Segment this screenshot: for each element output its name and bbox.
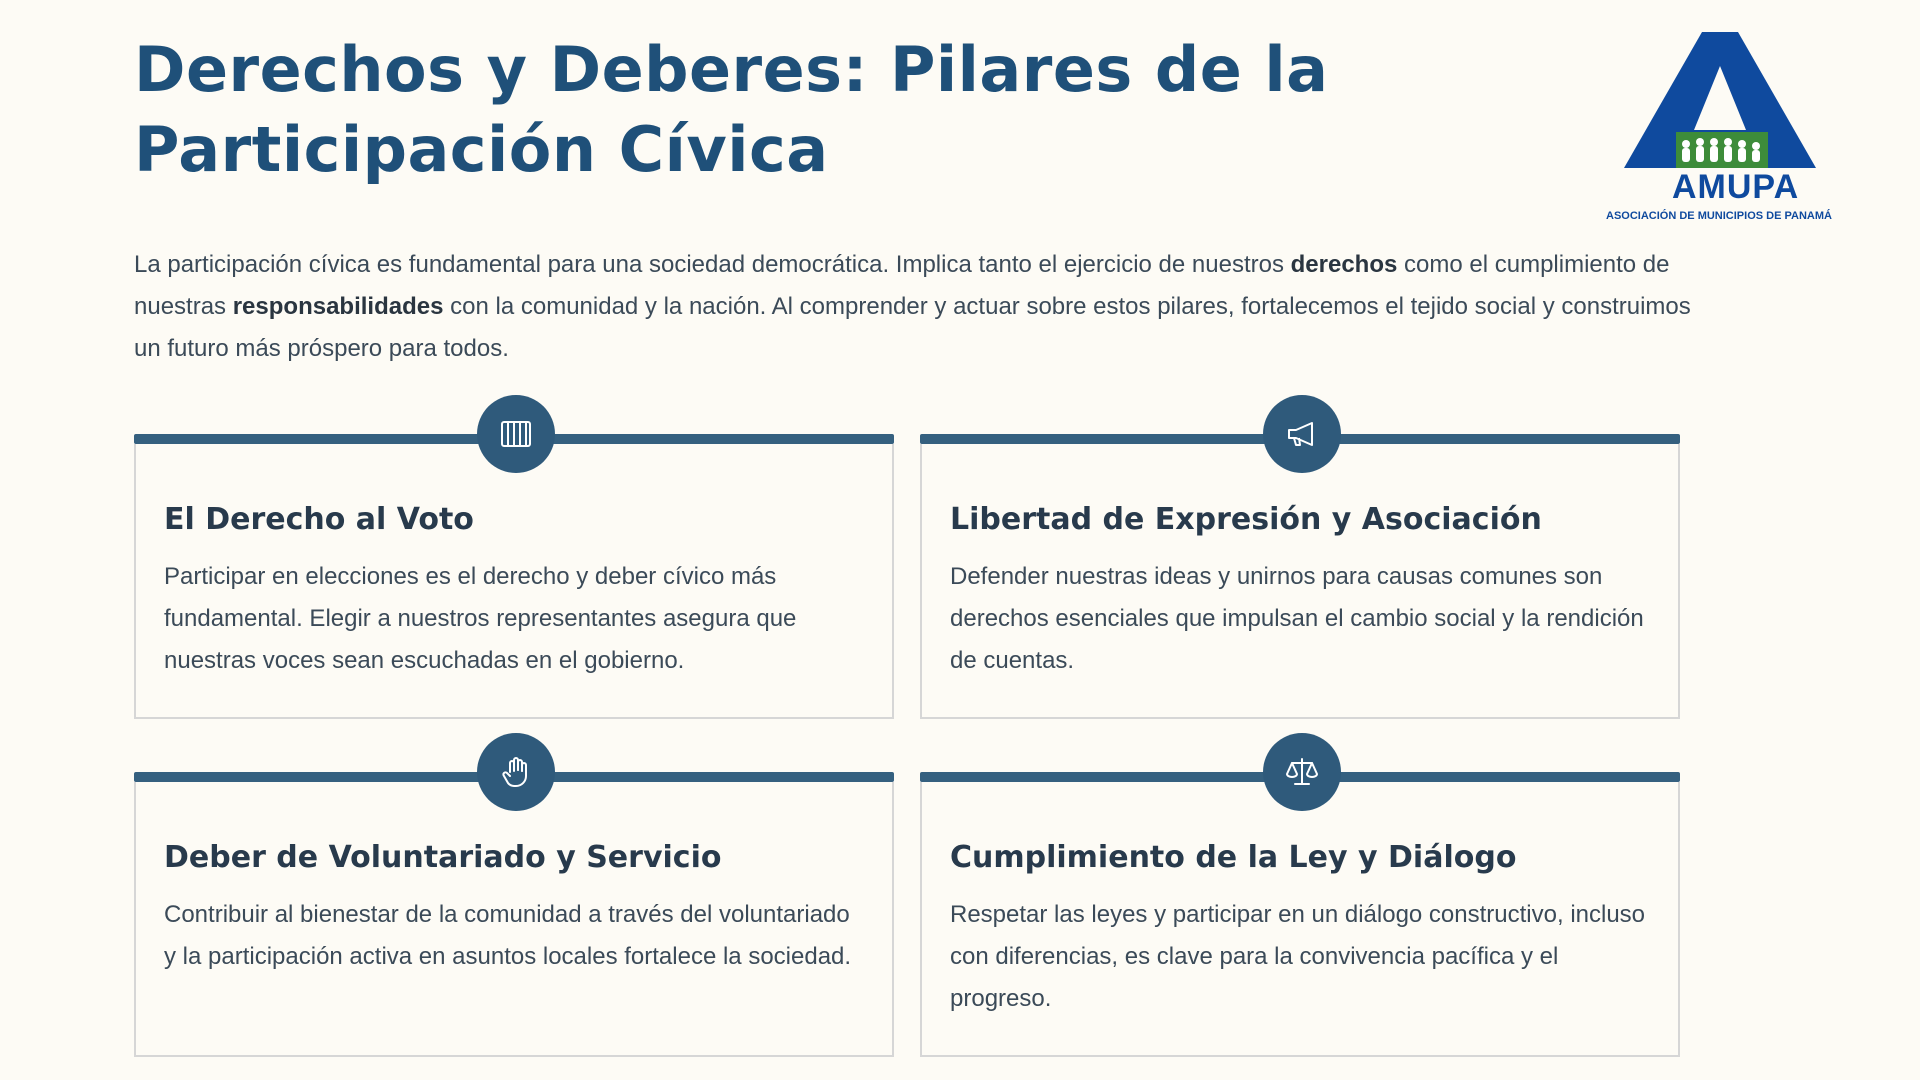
card-text: Defender nuestras ideas y unirnos para causas comunes son derechos esenciales que impulsan el cambio social y la rendición de cuentas. — [950, 563, 1644, 674]
page-title: Derechos y Deberes: Pilares de la Participación Cívica — [134, 33, 1329, 186]
intro-bold-responsabilidades: responsabilidades — [232, 293, 444, 320]
intro-text: con la comunidad y la nación. Al comprender y actuar sobre estos pilares, fortalecemos el tejido social y construimos un futuro más próspero para todos. — [134, 293, 1691, 362]
card-title: Deber de Voluntariado y Servicio — [164, 840, 722, 875]
intro-paragraph — [134, 244, 1694, 370]
card-expresion — [920, 444, 1680, 719]
intro-text: como el cumplimiento de nuestras — [134, 251, 1670, 320]
card-voto — [134, 444, 894, 719]
card-text: Contribuir al bienestar de la comunidad a través del voluntariado y la participación activa en asuntos locales fortalece la sociedad. — [164, 901, 852, 970]
card-voluntariado — [134, 782, 894, 1057]
ballot-box-icon — [477, 395, 555, 473]
card-title: El Derecho al Voto — [164, 502, 474, 537]
scales-icon — [1263, 733, 1341, 811]
logo-name: AMUPA — [1672, 168, 1800, 206]
megaphone-icon — [1263, 395, 1341, 473]
intro-bold-derechos: derechos — [1290, 251, 1398, 278]
intro-text: La participación cívica es fundamental para una sociedad democrática. Implica tanto el ejercicio de nuestros — [134, 251, 1291, 278]
card-text: Participar en elecciones es el derecho y deber cívico más fundamental. Elegir a nuestros representantes asegura que nuestras voces sean escuchadas en el gobierno. — [164, 563, 797, 674]
card-ley — [920, 782, 1680, 1057]
card-title: Cumplimiento de la Ley y Diálogo — [950, 840, 1517, 875]
logo-subtitle: ASOCIACIÓN DE MUNICIPIOS DE PANAMÁ — [1606, 210, 1832, 222]
card-text: Respetar las leyes y participar en un diálogo constructivo, incluso con diferencias, es clave para la convivencia pacífica y el progreso. — [950, 901, 1646, 1012]
card-title: Libertad de Expresión y Asociación — [950, 502, 1542, 537]
raised-hand-icon — [477, 733, 555, 811]
